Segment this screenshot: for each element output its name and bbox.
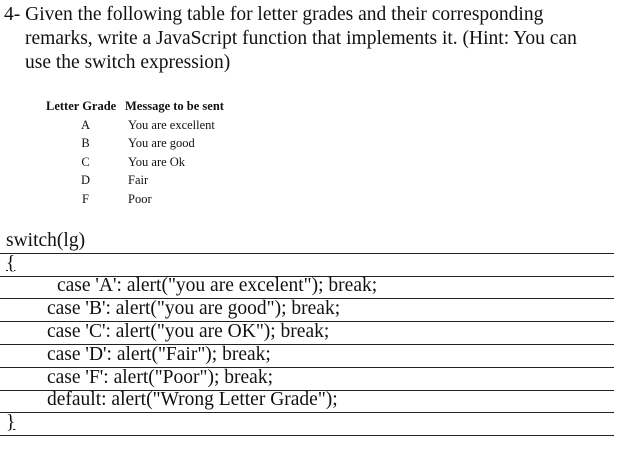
- open-brace: {: [6, 252, 16, 274]
- answer-line: [0, 231, 614, 254]
- answer-line: [0, 368, 614, 391]
- case-d: case 'D': alert("Fair"); break;: [47, 343, 271, 365]
- case-b: case 'B': alert("you are good"); break;: [47, 298, 341, 320]
- question-line-1: 4- Given the following table for letter grades and their corresponding: [4, 4, 544, 25]
- grade-cell: F: [82, 191, 89, 206]
- message-cell: You are good: [128, 136, 195, 150]
- grade-table: [46, 97, 224, 208]
- case-c: case 'C': alert("you are OK"); break;: [47, 320, 330, 342]
- message-cell: You are excellent: [128, 117, 215, 132]
- header-message: Message to be sent: [125, 99, 224, 113]
- switch-statement: switch(lg): [6, 229, 86, 251]
- table-header-row: [46, 97, 224, 116]
- answer-line: [0, 413, 614, 436]
- message-cell: Fair: [128, 173, 149, 187]
- answer-line: [0, 277, 614, 300]
- question-line-3: use the switch expression): [25, 52, 231, 73]
- message-cell: Poor: [128, 191, 152, 206]
- table-row: [46, 190, 224, 209]
- answer-line: [0, 391, 614, 414]
- grade-cell: B: [81, 136, 90, 150]
- default-case: default: alert("Wrong Letter Grade");: [47, 389, 338, 411]
- case-f: case 'F': alert("Poor"); break;: [47, 366, 273, 388]
- answer-line: [0, 345, 614, 368]
- grade-cell: C: [81, 154, 90, 169]
- table-row: [46, 134, 224, 153]
- question-line-2: remarks, write a JavaScript function that implements it. (Hint: You can: [25, 28, 577, 49]
- answer-line: [0, 254, 614, 277]
- close-brace: }: [6, 412, 16, 434]
- answer-area: [0, 231, 622, 436]
- case-a: case 'A': alert("you are excelent"); break;: [57, 275, 378, 297]
- header-letter-grade: Letter Grade: [46, 99, 117, 113]
- message-cell: You are Ok: [128, 154, 186, 169]
- question-text: [4, 3, 616, 75]
- answer-line: [0, 299, 614, 322]
- grade-cell: D: [80, 173, 91, 187]
- answer-line: [0, 322, 614, 345]
- table-row: [46, 171, 224, 190]
- grade-cell: A: [80, 117, 91, 132]
- table-row: [46, 116, 224, 135]
- table-row: [46, 153, 224, 172]
